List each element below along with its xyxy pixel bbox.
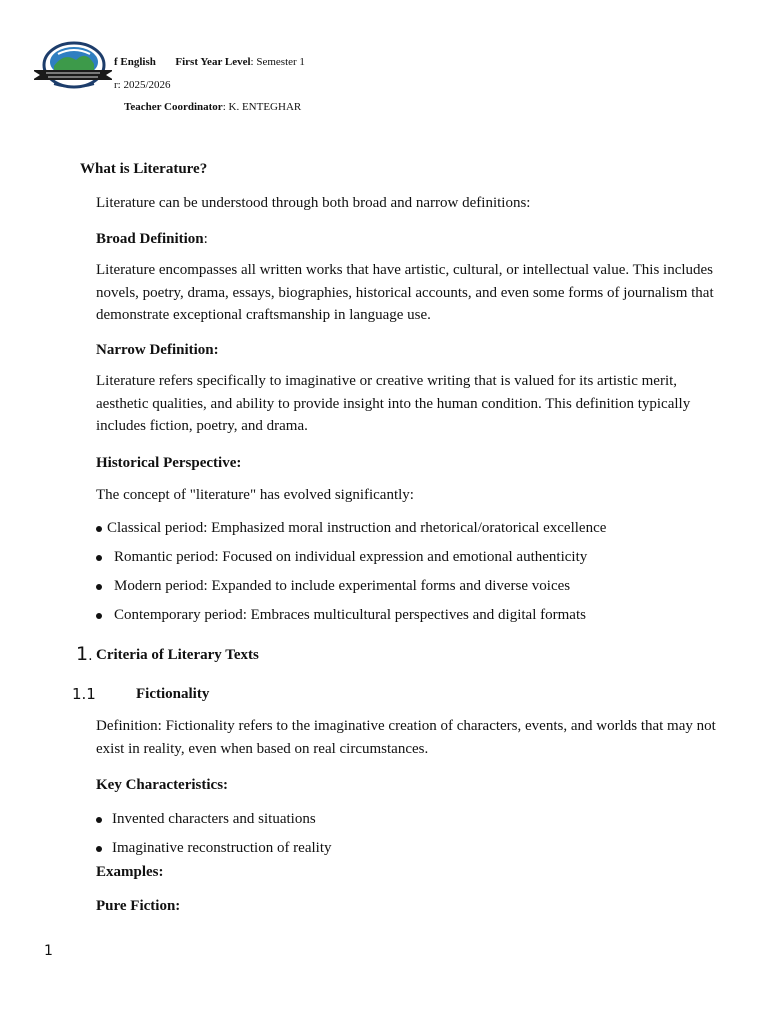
coordinator-label: Teacher Coordinator bbox=[124, 101, 223, 113]
characteristic-text: Imaginative reconstruction of reality bbox=[112, 840, 332, 856]
list-item bbox=[96, 607, 586, 624]
list-item bbox=[96, 520, 606, 537]
period-text: Modern period: Expanded to include experimental forms and diverse voices bbox=[114, 578, 571, 594]
intro-paragraph: Literature can be understood through both broad and narrow definitions: bbox=[96, 195, 531, 211]
section-1-1-number: 1.1 bbox=[72, 685, 96, 703]
page-title: What is Literature? bbox=[80, 161, 208, 177]
broad-heading-colon: : bbox=[203, 231, 208, 247]
section-1-dot: . bbox=[88, 648, 93, 664]
narrow-paragraph: Literature refers specifically to imaginative or creative writing that is valued for its artistic merit, aesthetic qualities, and ability to provide insight into the human condition. This definition typically includes fiction, poetry, and drama. bbox=[96, 373, 691, 434]
section-1-title: Criteria of Literary Texts bbox=[96, 647, 259, 663]
period-text: Romantic period: Focused on individual expression and emotional authenticity bbox=[114, 549, 588, 565]
characteristic-text: Invented characters and situations bbox=[112, 811, 316, 827]
header-line-1 bbox=[114, 56, 305, 68]
broad-heading bbox=[96, 231, 208, 248]
examples-heading: Examples: bbox=[96, 864, 164, 880]
academic-year: r: 2025/2026 bbox=[114, 79, 171, 91]
level-value: : Semester 1 bbox=[250, 56, 305, 68]
section-1-number bbox=[76, 643, 93, 665]
pure-fiction-heading: Pure Fiction: bbox=[96, 898, 181, 914]
bullet-icon bbox=[96, 613, 102, 619]
coordinator-value: : K. ENTEGHAR bbox=[222, 101, 302, 113]
coordinator-line bbox=[124, 101, 301, 113]
section-1-1-title: Fictionality bbox=[136, 686, 210, 702]
bullet-icon bbox=[96, 555, 102, 561]
period-text: Contemporary period: Embraces multicultural perspectives and digital formats bbox=[114, 607, 586, 623]
page-number: 1 bbox=[44, 943, 53, 959]
bullet-icon bbox=[96, 817, 102, 823]
bullet-icon bbox=[96, 526, 102, 532]
narrow-heading: Narrow Definition: bbox=[96, 342, 219, 358]
broad-heading-text: Broad Definition bbox=[96, 231, 204, 247]
historical-intro: The concept of "literature" has evolved significantly: bbox=[96, 487, 414, 503]
department: f English bbox=[114, 56, 156, 68]
list-item bbox=[96, 811, 316, 828]
list-item bbox=[96, 549, 587, 566]
historical-heading: Historical Perspective: bbox=[96, 455, 242, 471]
fictionality-definition: Definition: Fictionality refers to the imaginative creation of characters, events, and worlds that may not exist in reality, even when based on real circumstances. bbox=[96, 718, 716, 757]
bullet-icon bbox=[96, 846, 102, 852]
list-item bbox=[96, 578, 570, 595]
period-text: Classical period: Emphasized moral instruction and rhetorical/oratorical excellence bbox=[107, 520, 607, 536]
key-characteristics-heading: Key Characteristics: bbox=[96, 777, 229, 793]
section-1-digit: 1 bbox=[76, 643, 89, 665]
university-logo bbox=[32, 40, 114, 92]
level-label: First Year Level bbox=[175, 56, 251, 68]
broad-paragraph: Literature encompasses all written works that have artistic, cultural, or intellectual value. This includes novels, poetry, drama, essays, biographies, historical accounts, and even some forms of journalism that demonstrate exceptional craftsmanship in language use. bbox=[96, 262, 714, 323]
list-item bbox=[96, 840, 332, 857]
bullet-icon bbox=[96, 584, 102, 590]
